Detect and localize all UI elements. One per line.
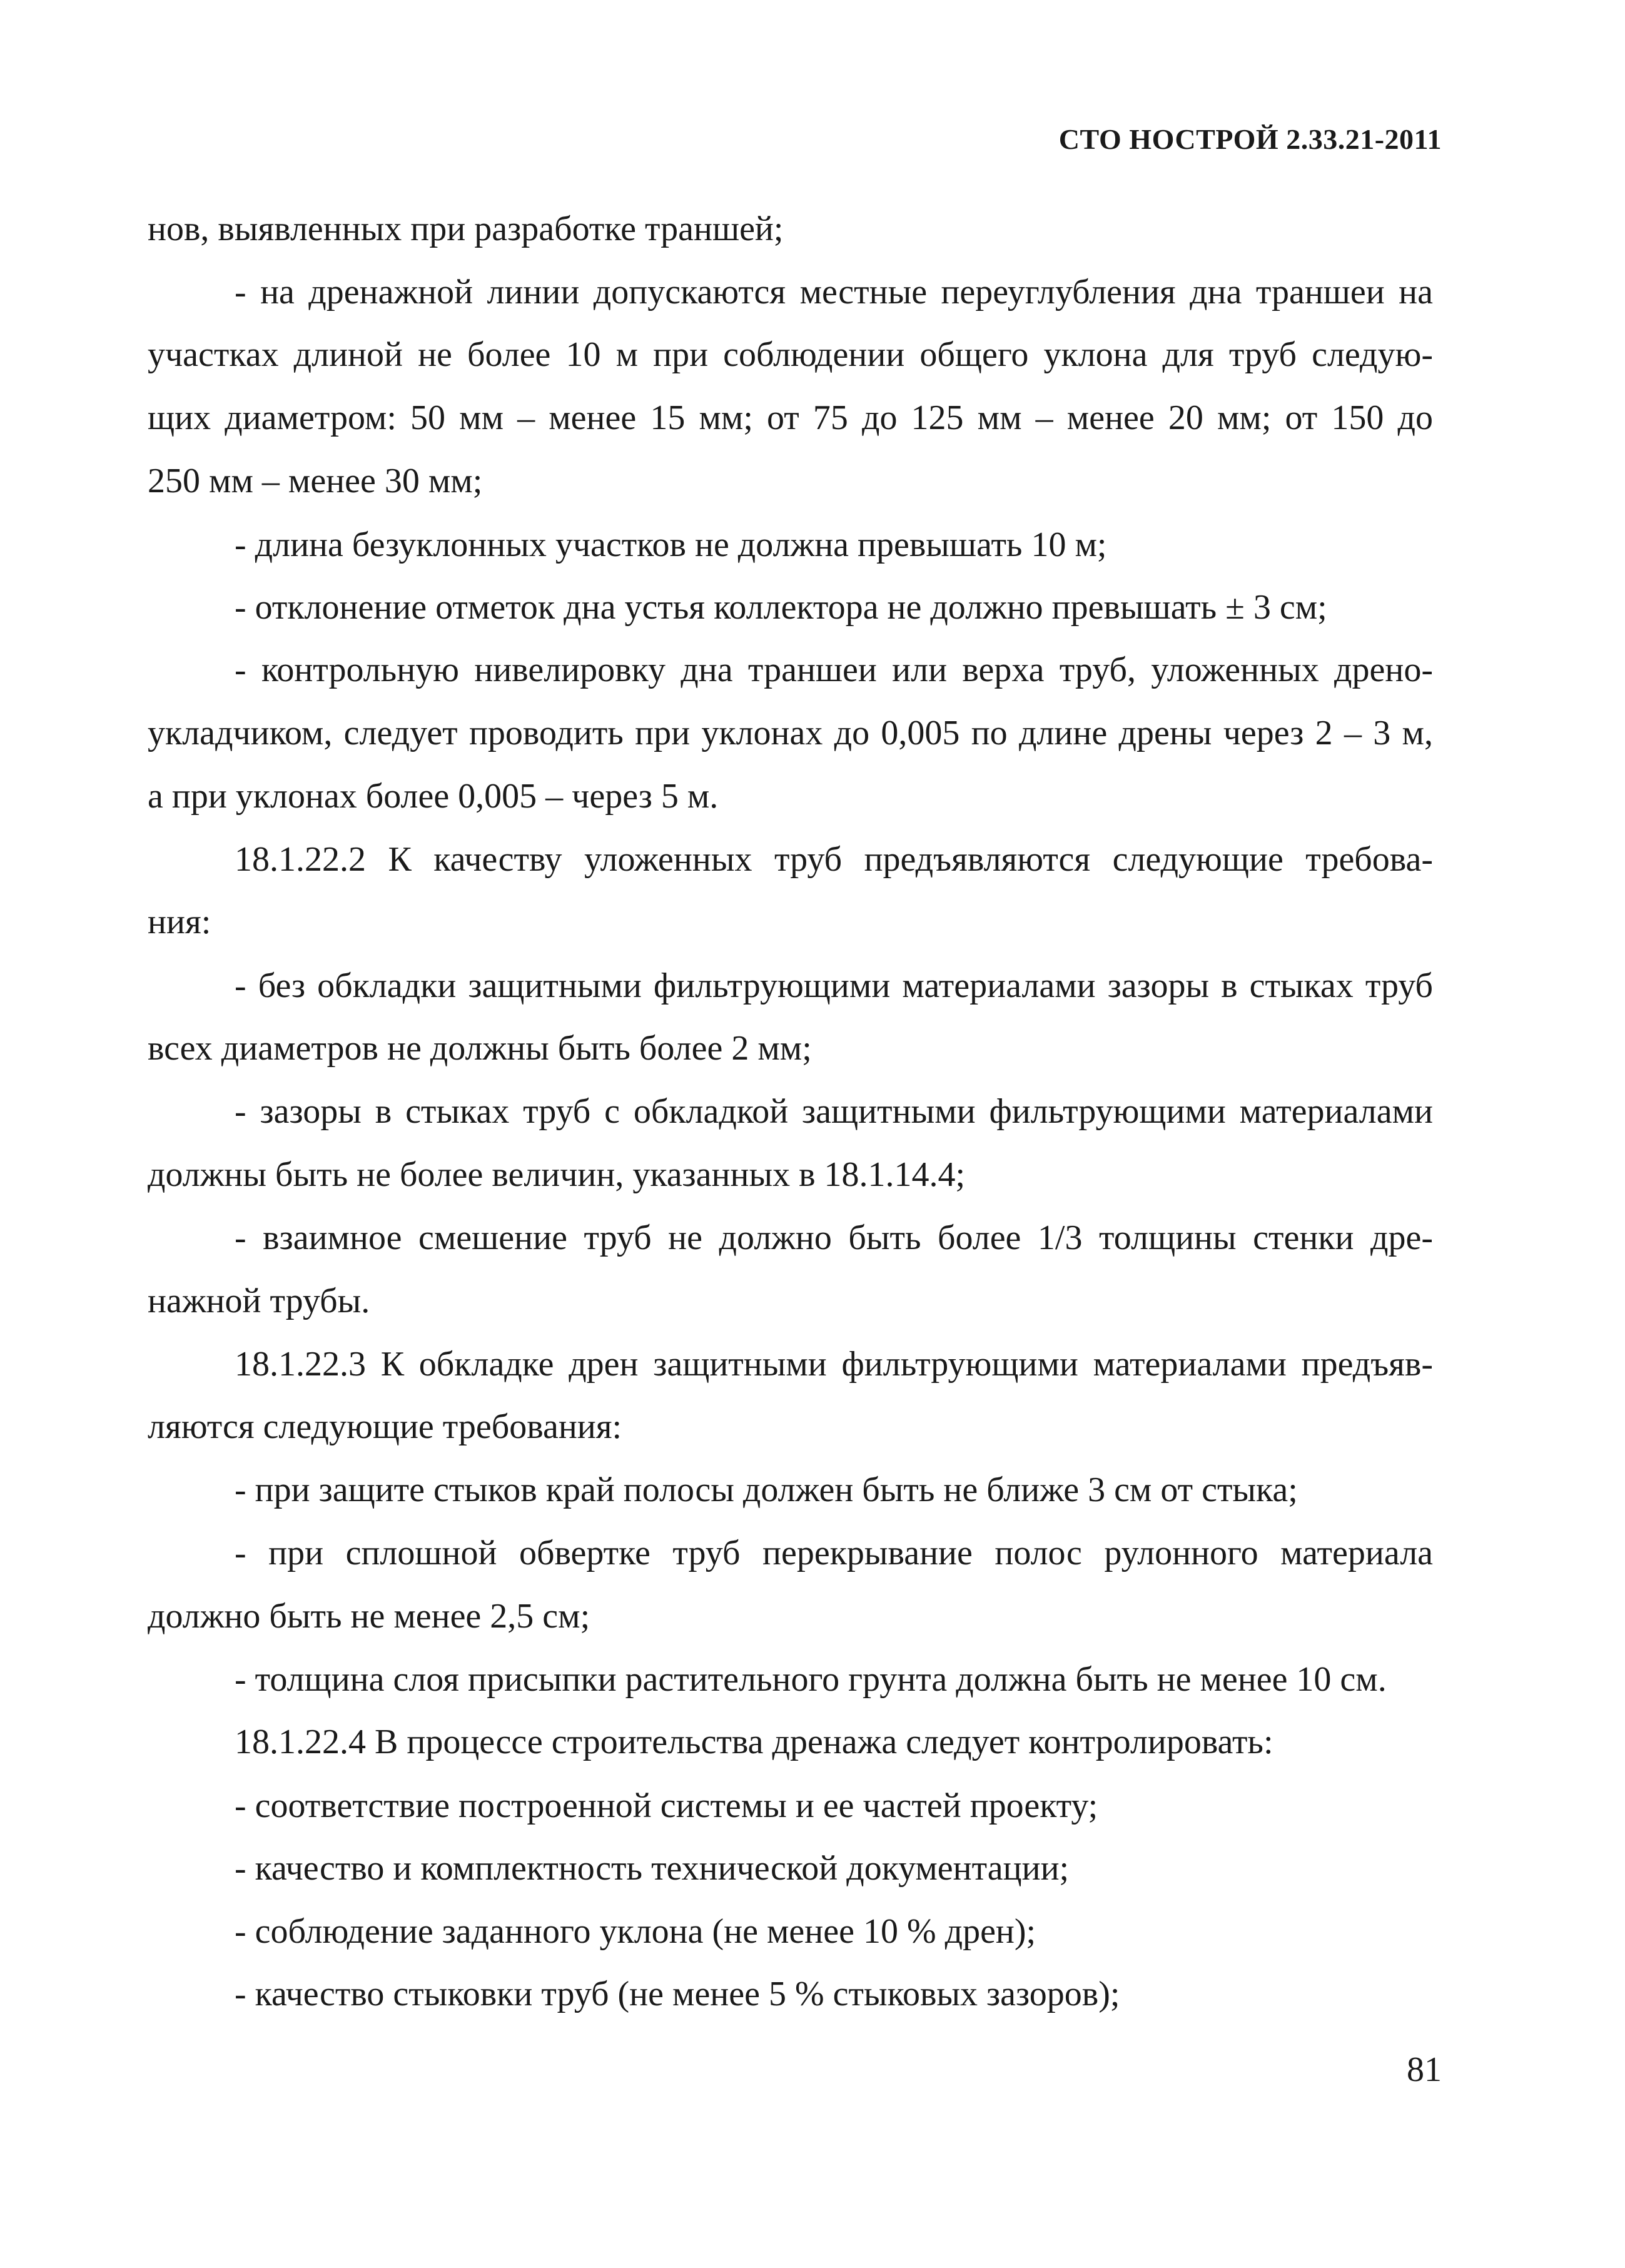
text-line: - при защите стыков край полосы должен быть не ближе 3 см от стыка; — [235, 1471, 1298, 1509]
text-line: 18.1.22.4 В процессе строительства дренажа следует контролировать: — [235, 1723, 1273, 1761]
text-line: ния: — [148, 903, 211, 941]
text-line: нов, выявленных при разработке траншей; — [148, 210, 784, 248]
text-line: ляются следующие требования: — [148, 1407, 622, 1446]
text-line: - соблюдение заданного уклона (не менее 10 % дрен); — [235, 1912, 1036, 1951]
text-line: 18.1.22.3 К обкладке дрен защитными фильтрующими материалами предъяв- — [235, 1345, 1433, 1384]
page-number: 81 — [1407, 2050, 1442, 2089]
text-line: участках длиной не более 10 м при соблюдении общего уклона для труб следую- — [148, 335, 1433, 374]
text-line: - длина безуклонных участков не должна превышать 10 м; — [235, 525, 1107, 564]
text-line: - при сплошной обвертке труб перекрывание полос рулонного материала — [235, 1534, 1433, 1572]
text-line: - толщина слоя присыпки растительного грунта должна быть не менее 10 см. — [235, 1660, 1387, 1699]
text-line: - качество и комплектность технической документации; — [235, 1849, 1070, 1888]
text-line: - без обкладки защитными фильтрующими материалами зазоры в стыках труб — [235, 966, 1433, 1005]
text-line: - контрольную нивелировку дна траншеи или верха труб, уложенных дрено- — [235, 651, 1433, 689]
text-line: укладчиком, следует проводить при уклонах до 0,005 по длине дрены через 2 – 3 м, — [148, 714, 1433, 752]
text-line: - на дренажной линии допускаются местные переуглубления дна траншеи на — [235, 273, 1433, 311]
text-line: нажной трубы. — [148, 1282, 370, 1320]
text-line: должно быть не менее 2,5 см; — [148, 1597, 590, 1636]
text-line: - взаимное смешение труб не должно быть более 1/3 толщины стенки дре- — [235, 1218, 1433, 1257]
text-line: щих диаметром: 50 мм – менее 15 мм; от 75 до 125 мм – менее 20 мм; от 150 до — [148, 398, 1433, 437]
text-line: а при уклонах более 0,005 – через 5 м. — [148, 777, 719, 816]
document-code-header: СТО НОСТРОЙ 2.33.21-2011 — [1058, 123, 1442, 155]
text-line: - отклонение отметок дна устья коллектора не должно превышать ± 3 см; — [235, 588, 1327, 627]
text-line: - качество стыковки труб (не менее 5 % стыковых зазоров); — [235, 1975, 1120, 2013]
text-line: - соответствие построенной системы и ее частей проекту; — [235, 1786, 1098, 1825]
text-line: 250 мм – менее 30 мм; — [148, 462, 483, 500]
text-line: всех диаметров не должны быть более 2 мм; — [148, 1029, 812, 1068]
text-line: 18.1.22.2 К качеству уложенных труб предъявляются следующие требова- — [235, 840, 1433, 879]
text-line: должны быть не более величин, указанных в 18.1.14.4; — [148, 1155, 966, 1194]
text-line: - зазоры в стыках труб с обкладкой защитными фильтрующими материалами — [235, 1092, 1433, 1131]
